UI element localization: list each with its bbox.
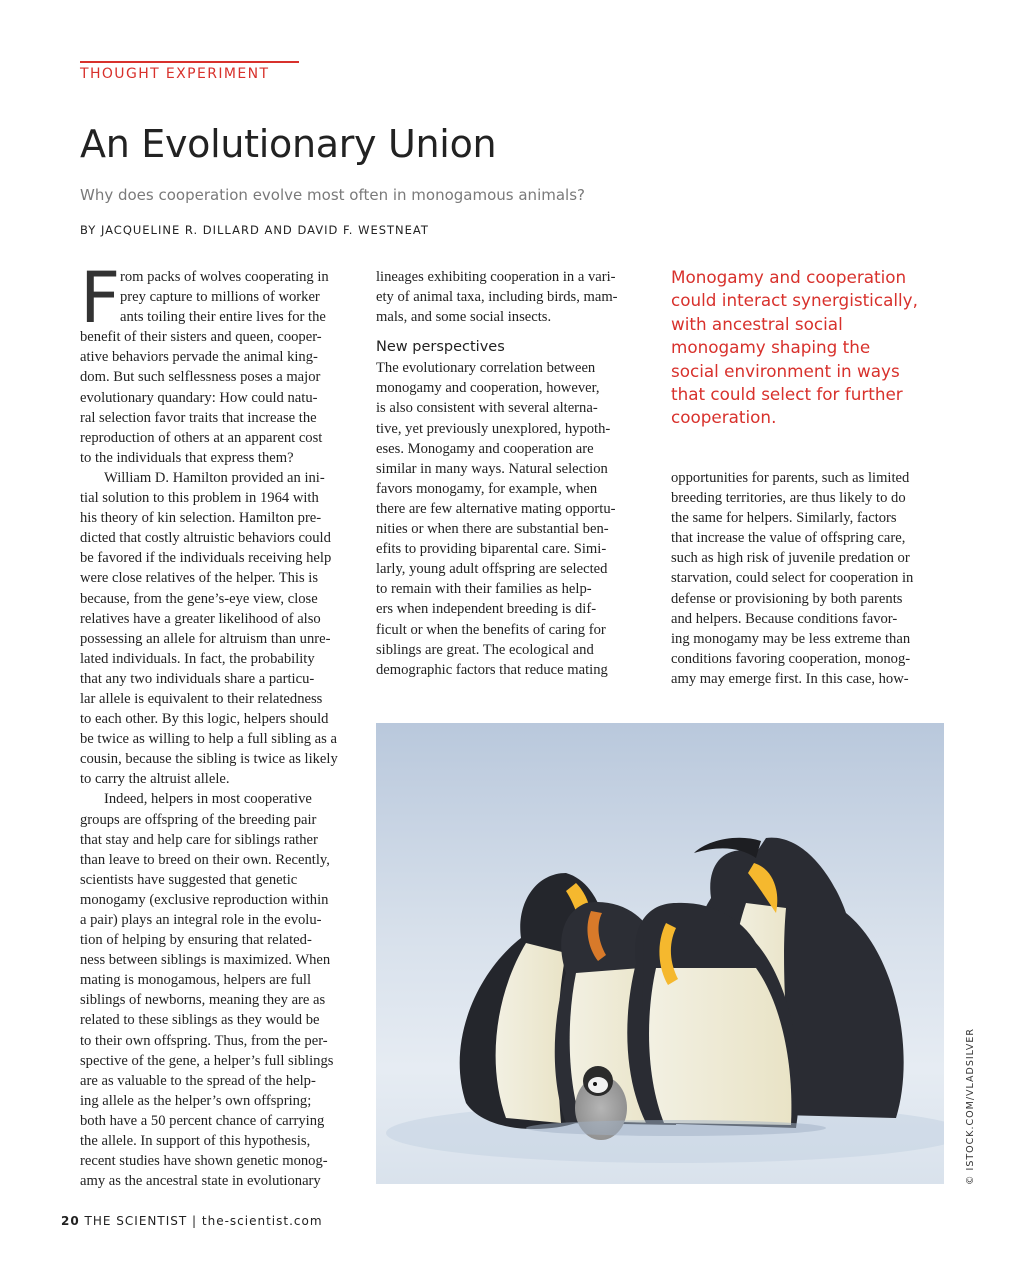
body-text-line: the allele. In support of this hypothesis,	[80, 1133, 311, 1150]
body-text-line: to carry the altruist allele.	[80, 771, 230, 788]
body-text-line: tive, yet previously unexplored, hypoth-	[376, 420, 611, 437]
body-text-line: be twice as willing to help a full sibling as a	[80, 731, 337, 748]
body-text-line: scientists have suggested that genetic	[80, 871, 298, 888]
article-title: An Evolutionary Union	[80, 122, 497, 166]
body-text-line: reproduction of others at an apparent cost	[80, 429, 323, 446]
body-text-line: larly, young adult offspring are selected	[376, 561, 608, 578]
body-text-line: to each other. By this logic, helpers should	[80, 711, 329, 728]
body-text-line: ants toiling their entire lives for the	[120, 309, 326, 326]
body-text-line: starvation, could select for cooperation in	[671, 570, 914, 587]
body-text-line: tion of helping by ensuring that related-	[80, 932, 312, 949]
body-text-line: relatives have a greater likelihood of also	[80, 610, 321, 627]
website: the-scientist.com	[201, 1214, 323, 1228]
body-text-line: benefit of their sisters and queen, cooper-	[80, 329, 322, 346]
body-text-line: to their own offspring. Thus, from the per-	[80, 1032, 328, 1049]
pull-quote-line: that could select for further	[671, 384, 903, 405]
page-footer	[61, 1214, 323, 1228]
body-text-line: ing monogamy may be less extreme than	[671, 630, 911, 647]
body-text-line: dicted that costly altruistic behaviors could	[80, 530, 331, 547]
body-text-line: rom packs of wolves cooperating in	[120, 269, 329, 285]
body-text-line: ers when independent breeding is dif-	[376, 601, 597, 618]
pull-quote-line: monogamy shaping the	[671, 337, 871, 358]
pull-quote-line: could interact synergistically,	[671, 290, 918, 311]
body-text-line: that increase the value of offspring care,	[671, 530, 906, 547]
body-text-line: a pair) plays an integral role in the evolu-	[80, 912, 322, 928]
body-text-line: mals, and some social insects.	[376, 309, 552, 326]
body-text-line: are as valuable to the spread of the help-	[80, 1072, 316, 1089]
body-text-line: similar in many ways. Natural selection	[376, 460, 608, 477]
body-text-line: be favored if the individuals receiving help	[80, 550, 332, 567]
magazine-name: THE SCIENTIST	[84, 1214, 188, 1228]
body-text-line: mating is monogamous, helpers are full	[80, 972, 312, 989]
body-text-line: Indeed, helpers in most cooperative	[104, 791, 312, 808]
body-text-line: were close relatives of the helper. This is	[80, 570, 319, 587]
body-text-line: cousin, because the sibling is twice as likely	[80, 751, 338, 768]
body-text-line: prey capture to millions of worker	[120, 289, 320, 306]
body-text-line: that any two individuals share a particu-	[80, 670, 315, 687]
body-text-line: to remain with their families as help-	[376, 581, 592, 598]
emperor-penguins-photo	[376, 723, 944, 1184]
body-text-line: amy as the ancestral state in evolutionary	[80, 1173, 321, 1190]
body-text-line: William D. Hamilton provided an ini-	[104, 469, 325, 486]
pull-quote-line: Monogamy and cooperation	[671, 267, 907, 287]
body-text-line: is also consistent with several alterna-	[376, 400, 598, 417]
article-subtitle: Why does cooperation evolve most often in monogamous animals?	[80, 186, 585, 204]
body-text-line: The evolutionary correlation between	[376, 360, 596, 377]
body-text-line: breeding territories, are thus likely to do	[671, 490, 906, 507]
body-column-2	[376, 267, 651, 680]
body-text-line: his theory of kin selection. Hamilton pre-	[80, 510, 322, 527]
body-text-line: possessing an allele for altruism than unre-	[80, 630, 331, 647]
body-text-line: ety of animal taxa, including birds, mam-	[376, 289, 618, 306]
body-text-line: to the individuals that express them?	[80, 449, 294, 466]
body-text-line: the same for helpers. Similarly, factors	[671, 510, 897, 527]
body-text-line: ral selection favor traits that increase the	[80, 409, 317, 426]
pull-quote-line: with ancestral social	[671, 313, 843, 334]
body-text-line: nities or when there are substantial ben-	[376, 521, 609, 538]
section-rule	[80, 61, 299, 63]
body-column-3	[671, 468, 946, 689]
body-text-line: tial solution to this problem in 1964 with	[80, 490, 319, 507]
body-text-line: ative behaviors pervade the animal king-	[80, 349, 318, 366]
byline: BY JACQUELINE R. DILLARD AND DAVID F. WESTNEAT	[80, 223, 429, 237]
body-text-line: siblings of newborns, meaning they are as	[80, 992, 326, 1009]
pull-quote-line: cooperation.	[671, 407, 777, 428]
body-text-line: both have a 50 percent chance of carrying	[80, 1112, 325, 1129]
body-text-line: lated individuals. In fact, the probability	[80, 650, 315, 667]
body-column-1	[80, 267, 355, 1191]
body-text-line: siblings are great. The ecological and	[376, 641, 594, 658]
body-text-line: that stay and help care for siblings rather	[80, 831, 318, 848]
penguin-illustration	[376, 723, 944, 1184]
body-text-line: groups are offspring of the breeding pair	[80, 811, 317, 828]
body-text-line: than leave to breed on their own. Recently,	[80, 851, 330, 868]
body-text-line: defense or provisioning by both parents	[671, 590, 903, 607]
body-text-line: opportunities for parents, such as limited	[671, 470, 910, 486]
body-text-line: evolutionary quandary: How could natu-	[80, 389, 318, 406]
body-text-line: demographic factors that reduce mating	[376, 661, 608, 678]
body-text-line: because, from the gene’s-eye view, close	[80, 590, 318, 607]
body-text-line: there are few alternative mating opportu-	[376, 500, 616, 517]
photo-credit: © ISTOCK.COM/VLADSILVER	[965, 1027, 976, 1185]
footer-separator: |	[192, 1214, 198, 1228]
body-text-line: and helpers. Because conditions favor-	[671, 610, 898, 627]
body-text-line: monogamy and cooperation, however,	[376, 380, 600, 397]
page-number: 20	[61, 1214, 80, 1228]
section-label: THOUGHT EXPERIMENT	[80, 66, 270, 82]
pull-quote	[671, 266, 918, 430]
body-text-line: amy may emerge first. In this case, how-	[671, 670, 909, 687]
subhead-new-perspectives: New perspectives	[376, 339, 505, 356]
body-text-line: ing allele as the helper’s own offspring;	[80, 1092, 312, 1109]
pull-quote-line: social environment in ways	[671, 360, 900, 381]
body-text-line: favors monogamy, for example, when	[376, 480, 598, 497]
body-text-line: dom. But such selflessness poses a major	[80, 369, 321, 386]
drop-cap: F	[80, 257, 121, 339]
body-text-line: lineages exhibiting cooperation in a vari-	[376, 269, 616, 285]
body-text-line: conditions favoring cooperation, monog-	[671, 650, 911, 667]
body-text-line: eses. Monogamy and cooperation are	[376, 440, 594, 457]
body-text-line: monogamy (exclusive reproduction within	[80, 891, 329, 908]
body-text-line: related to these siblings as they would be	[80, 1012, 320, 1029]
body-text-line: lar allele is equivalent to their relatedness	[80, 690, 323, 707]
body-text-line: such as high risk of juvenile predation or	[671, 550, 910, 567]
body-text-line: ficult or when the benefits of caring for	[376, 621, 606, 638]
body-text-line: recent studies have shown genetic monog-	[80, 1153, 328, 1170]
body-text-line: efits to providing biparental care. Simi-	[376, 541, 607, 558]
body-text-line: spective of the gene, a helper’s full siblings	[80, 1052, 334, 1069]
body-text-line: ness between siblings is maximized. When	[80, 952, 331, 969]
